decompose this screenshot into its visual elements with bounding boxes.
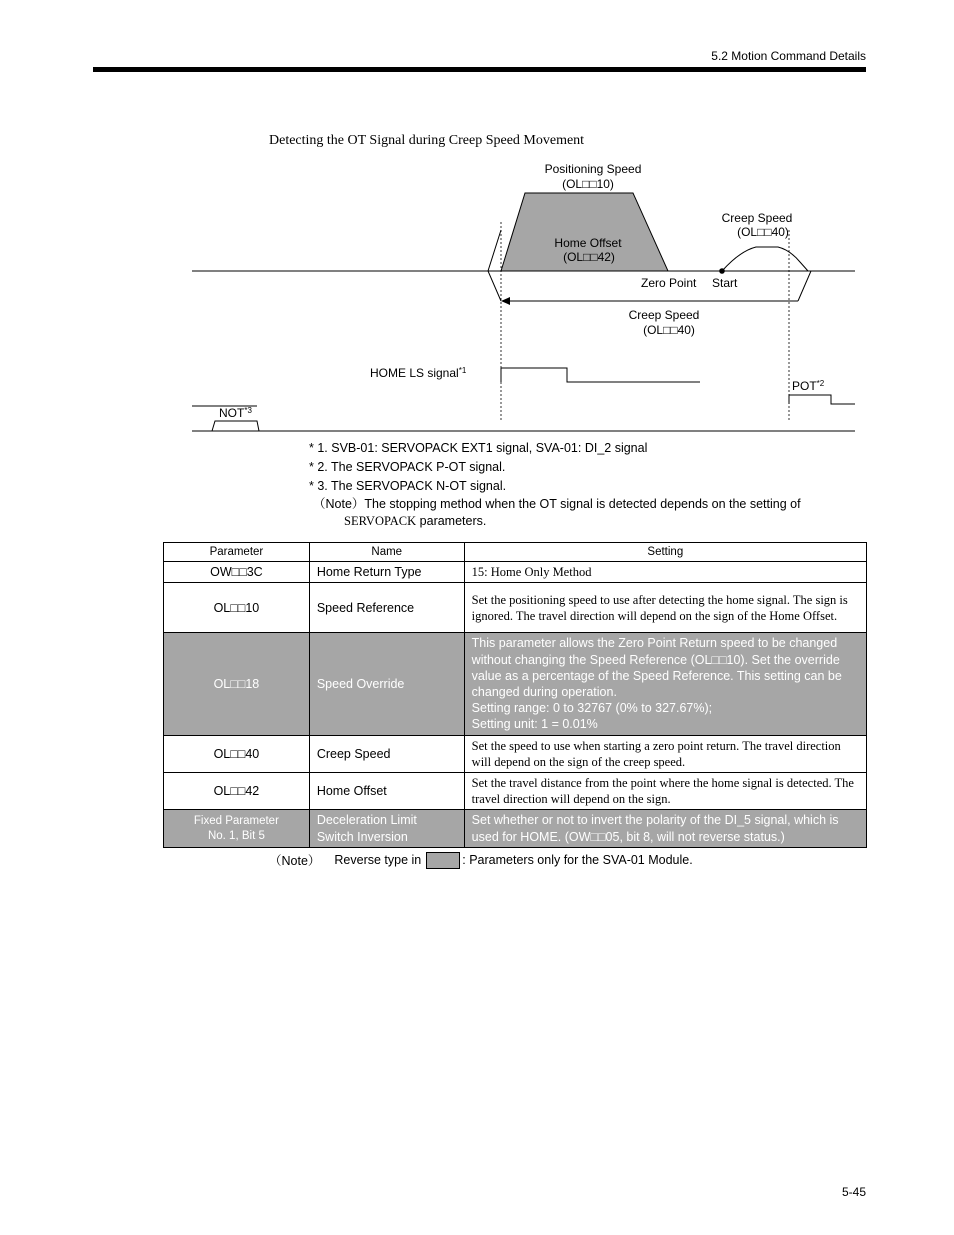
table-row (164, 633, 867, 736)
running-header: 5.2 Motion Command Details (711, 49, 866, 63)
footnote-prefix: （Note） (269, 854, 321, 868)
setting-line: Setting unit: 1 = 0.01% (471, 717, 598, 732)
cell-name: Deceleration Limit Switch Inversion (309, 810, 464, 848)
footnote-text-after: : Parameters only for the SVA-01 Module. (462, 853, 693, 867)
arrow-head (501, 297, 510, 305)
home-ls-waveform (501, 368, 700, 382)
table-row (164, 736, 867, 773)
cell-setting: Set the speed to use when starting a zero point return. The travel direction will depend on the sign of the creep speed. (464, 736, 866, 773)
cell-name: Speed Override (309, 633, 464, 736)
label-home-ls: HOME LS signal$^{*1}$ (370, 366, 467, 380)
cell-setting: Set the travel distance from the point where the home signal is detected. The travel direction will depend on the sign. (464, 773, 866, 810)
cell-name: Creep Speed (309, 736, 464, 773)
note-servopack: SERVOPACK (344, 514, 417, 528)
label-positioning-speed-reg: (OL□□10) (562, 177, 614, 191)
note-line-1: The stopping method when the OT signal is detected depends on the setting of (364, 497, 801, 511)
label-creep-speed-mid-reg: (OL□□40) (643, 323, 695, 337)
header-name: Name (309, 543, 464, 562)
table-row (164, 583, 867, 633)
cell-name: Home Offset (309, 773, 464, 810)
cell-param: OW□□3C (164, 562, 310, 583)
timing-diagram (0, 0, 954, 440)
cell-setting: 15: Home Only Method (464, 562, 866, 583)
reverse-left-edge (488, 230, 501, 301)
label-zero-point: Zero Point (641, 276, 697, 290)
section-title: Detecting the OT Signal during Creep Speed Movement (269, 133, 585, 148)
cell-param: Fixed Parameter No. 1, Bit 5 (164, 810, 310, 848)
header-setting: Setting (464, 543, 866, 562)
table-row (164, 773, 867, 810)
label-home-offset-reg: (OL□□42) (563, 250, 615, 264)
footnote-3: * 3. The SERVOPACK N-OT signal. (309, 479, 507, 493)
label-creep-speed-top-reg: (OL□□40) (737, 225, 789, 239)
cell-param: OL□□40 (164, 736, 310, 773)
cell-name: Home Return Type (309, 562, 464, 583)
cell-setting: Set whether or not to invert the polarity of the DI_5 signal, which is used for HOME. (OW□□05, bit 8, will not reverse status.) (464, 810, 866, 848)
note-line-2: parameters. (416, 514, 487, 528)
label-start: Start (712, 276, 738, 290)
table-row (164, 562, 867, 583)
label-creep-speed-top: Creep Speed (721, 211, 793, 225)
stopping-method-note (313, 496, 853, 530)
cell-param: OL□□42 (164, 773, 310, 810)
parameter-table (163, 542, 867, 848)
label-pot: POT$^{*2}$ (792, 379, 825, 393)
cell-setting: Set the positioning speed to use after detecting the home signal. The sign is ignored. The travel direction will depend on the sign of the Home Offset. (464, 583, 866, 633)
not-waveform (212, 421, 259, 431)
table-row (164, 810, 867, 848)
header-parameter: Parameter (164, 543, 310, 562)
creep-speed-curve (722, 247, 808, 271)
start-dot (719, 268, 725, 274)
cell-setting (464, 633, 866, 736)
label-positioning-speed: Positioning Speed (544, 162, 642, 176)
setting-line: This parameter allows the Zero Point Return speed to be changed without changing the Speed Reference (OL□□10). Set the override value as a percentage of the Speed Reference. This setting can be changed during operation. (471, 636, 842, 699)
reverse-type-note (269, 851, 693, 869)
footnote-1: * 1. SVB-01: SERVOPACK EXT1 signal, SVA-01: DI_2 signal (309, 441, 648, 455)
label-creep-speed-mid: Creep Speed (628, 308, 700, 322)
cell-param: OL□□18 (164, 633, 310, 736)
page-number: 5-45 (841, 1185, 866, 1199)
note-prefix: （Note） (313, 497, 365, 511)
label-not: NOT$^{*3}$ (219, 406, 252, 420)
footnote-text-before: Reverse type in (334, 853, 422, 867)
footnotes (309, 439, 647, 496)
gray-swatch (426, 852, 460, 869)
footnote-2: * 2. The SERVOPACK P-OT signal. (309, 460, 506, 474)
table-header-row (164, 543, 867, 562)
cell-param: OL□□10 (164, 583, 310, 633)
pot-waveform (789, 395, 855, 404)
cell-name: Speed Reference (309, 583, 464, 633)
label-home-offset: Home Offset (554, 236, 622, 250)
setting-line: Setting range: 0 to 32767 (0% to 327.67%); (471, 701, 713, 716)
reverse-right-edge (797, 271, 811, 301)
